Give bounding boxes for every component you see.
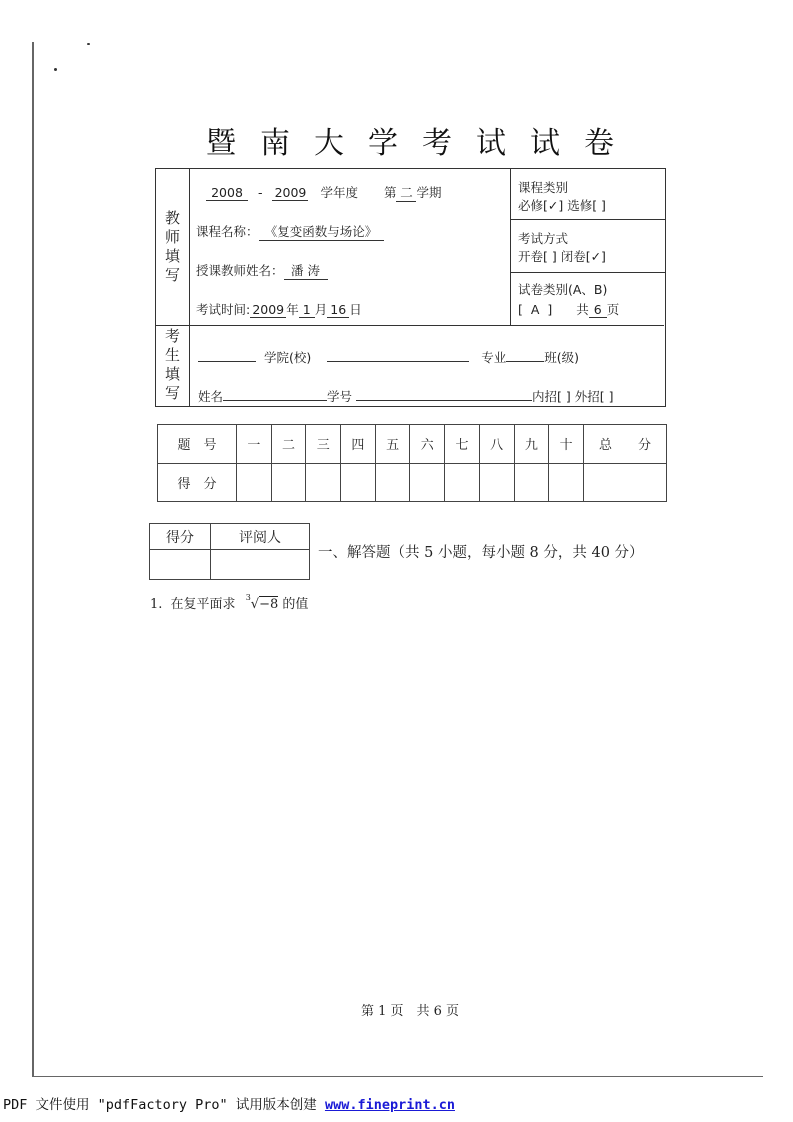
title-char: 试 [476, 126, 506, 161]
score-cell[interactable] [375, 463, 410, 502]
watermark-text: PDF 文件使用 "pdfFactory Pro" 试用版本创建 [3, 1097, 325, 1113]
student-section [156, 325, 664, 406]
question-number: 五 [375, 425, 410, 464]
course-name-field: 《复变函数与场论》 [259, 222, 384, 241]
teacher-name-line [196, 261, 328, 280]
student-id-field[interactable] [356, 386, 532, 401]
year-char: 年 [286, 302, 299, 317]
exam-attributes-panel [510, 169, 666, 325]
class-label: 班(级) [544, 350, 579, 365]
cube-root-expression [245, 592, 279, 612]
question-number: 一 [237, 425, 272, 464]
score-row [158, 463, 667, 502]
paper-type-value: [ A ] [518, 302, 555, 317]
scan-border-left [32, 42, 34, 1077]
question-number: 九 [514, 425, 549, 464]
pdf-watermark [0, 1093, 455, 1113]
major-label: 专业 [481, 350, 507, 365]
score-cell[interactable] [549, 463, 584, 502]
radical-sign: √ [250, 597, 260, 612]
term-prefix: 第 [383, 185, 397, 200]
total-score-header: 总 分 [584, 425, 667, 464]
student-section-label: 考 生 填 写 [164, 327, 180, 402]
exam-info-table [155, 168, 666, 407]
score-cell[interactable] [237, 463, 272, 502]
score-table [157, 424, 667, 502]
question-number-header: 题 号 [158, 425, 237, 464]
external-checkbox[interactable]: 外招[ ] [574, 389, 614, 404]
question-number: 八 [479, 425, 514, 464]
question-number: 七 [445, 425, 480, 464]
term-field: 二 [396, 183, 416, 202]
scan-speck [54, 68, 57, 71]
question-text-end: 的值 [282, 597, 309, 612]
score-cell[interactable] [445, 463, 480, 502]
pages-prefix: 共 [576, 302, 589, 317]
college-field[interactable] [198, 347, 256, 362]
title-char: 大 [314, 126, 344, 161]
question-number: 十 [549, 425, 584, 464]
question-number: 三 [306, 425, 341, 464]
course-type-cell [511, 169, 666, 220]
name-label: 姓名 [198, 389, 224, 404]
grader-score-label: 得分 [150, 524, 211, 550]
internal-checkbox[interactable]: 内招[ ] [532, 389, 571, 404]
teacher-name-field: 潘 涛 [284, 261, 328, 280]
exam-year-field: 2009 [250, 302, 286, 318]
academic-year-line [206, 183, 442, 202]
year-end-field: 2009 [272, 185, 308, 201]
page-number: 第 1 页 共 6 页 [360, 1004, 460, 1019]
teacher-section-content [190, 169, 510, 325]
score-cell[interactable] [271, 463, 306, 502]
paper-type-cell [511, 273, 666, 325]
exam-day-field: 16 [327, 302, 349, 318]
term-suffix: 学期 [416, 185, 442, 200]
title-char: 卷 [584, 126, 614, 161]
course-name-line [196, 222, 384, 241]
grader-name-cell[interactable] [211, 550, 310, 580]
score-cell[interactable] [479, 463, 514, 502]
scan-speck [87, 43, 90, 45]
month-char: 月 [314, 302, 328, 317]
name-field[interactable] [223, 386, 327, 401]
title-char: 暨 [206, 126, 236, 161]
scan-border-bottom [33, 1076, 763, 1077]
question-number: 四 [341, 425, 376, 464]
college-label: 学院(校) [263, 350, 312, 365]
course-name-label: 课程名称： [196, 224, 259, 239]
score-cell[interactable] [410, 463, 445, 502]
score-cell[interactable] [341, 463, 376, 502]
exam-time-line [196, 300, 362, 318]
grader-name-label: 评阅人 [211, 524, 310, 550]
radicand: −8 [259, 597, 279, 612]
exam-mode-cell [511, 220, 666, 273]
section-heading: 一、解答题（共 5 小题，每小题 8 分，共 40 分） [318, 545, 644, 561]
teacher-name-label: 授课教师姓名： [196, 263, 284, 278]
score-cell[interactable] [514, 463, 549, 502]
exam-mode-options: 开卷[ ] 闭卷[✓] [518, 249, 606, 264]
fineprint-link[interactable]: www.fineprint.cn [324, 1097, 455, 1113]
score-cell[interactable] [306, 463, 341, 502]
title-char: 南 [260, 126, 290, 161]
grader-score-cell[interactable] [150, 550, 211, 580]
day-char: 日 [349, 302, 362, 317]
course-type-options: 必修[✓] 选修[ ] [518, 198, 606, 213]
question-number-row [158, 425, 667, 464]
major-field[interactable] [506, 347, 544, 362]
college-line [198, 347, 579, 366]
name-line [198, 386, 613, 405]
grader-box [149, 523, 310, 580]
root-index: 3 [245, 592, 251, 602]
title-char: 学 [368, 126, 398, 161]
total-score-cell[interactable] [584, 463, 667, 502]
course-type-label: 课程类别 [518, 180, 569, 195]
teacher-section-label-cell [156, 169, 190, 325]
year-suffix: 学年度 [320, 185, 358, 200]
teacher-section-label: 教 师 填 写 [164, 209, 180, 284]
exam-time-label: 考试时间: [196, 302, 251, 317]
question-number: 六 [410, 425, 445, 464]
dash: - [257, 185, 263, 200]
pages-count: 6 [589, 302, 607, 318]
question-1 [150, 593, 308, 612]
exam-title [150, 118, 670, 162]
title-char: 试 [530, 126, 560, 161]
question-number: 二 [271, 425, 306, 464]
exam-month-field: 1 [299, 302, 315, 318]
score-row-header: 得 分 [158, 463, 237, 502]
question-number-label: 1. [150, 597, 163, 612]
paper-type-label: 试卷类别(A、B) [518, 282, 608, 297]
title-char: 考 [422, 126, 452, 161]
year-start-field: 2008 [206, 185, 248, 201]
student-section-label-cell [156, 326, 190, 406]
exam-mode-label: 考试方式 [518, 231, 569, 246]
student-id-label: 学号 [327, 389, 353, 404]
question-text: 在复平面求 [170, 597, 236, 612]
college-extra-field[interactable] [327, 347, 469, 362]
pages-suffix: 页 [606, 302, 620, 317]
